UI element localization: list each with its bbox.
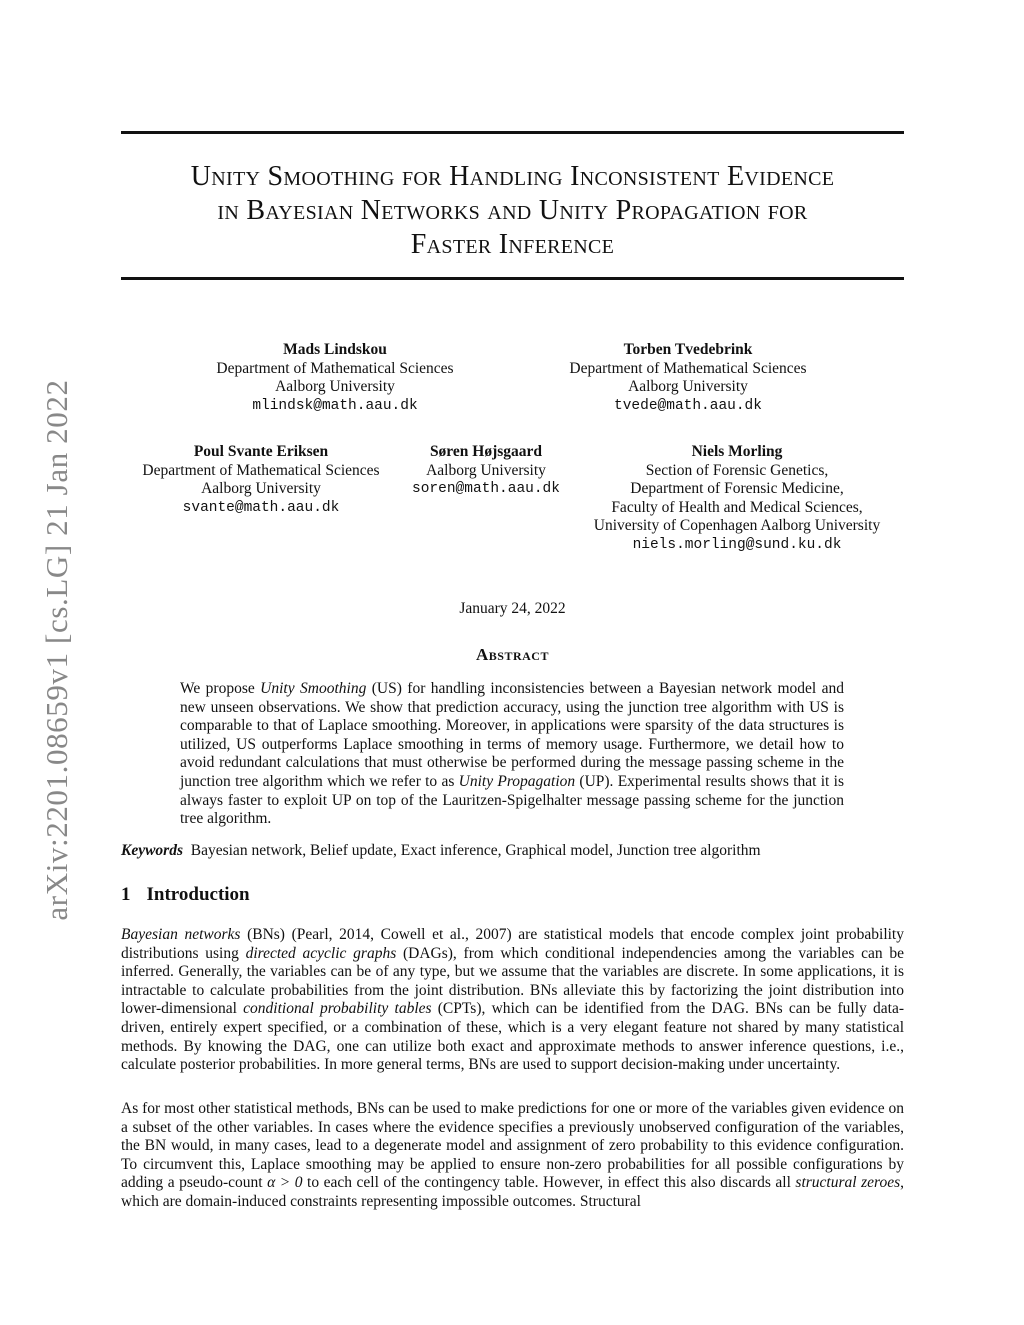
author-name: Søren Højsgaard — [429, 443, 543, 460]
author-affiliation: Aalborg University — [275, 378, 395, 395]
author-name: Niels Morling — [691, 443, 783, 460]
arxiv-side-stamp: arXiv:2201.08659v1 [cs.LG] 21 Jan 2022 — [39, 379, 74, 921]
author-affiliation: Aalborg University — [426, 461, 546, 479]
author-affiliation: Aalborg University — [201, 480, 321, 497]
author-affiliation: Faculty of Health and Medical Sciences, — [611, 498, 863, 516]
author-name: Torben Tvedebrink — [623, 341, 753, 358]
author-affiliation: Department of Mathematical Sciences — [142, 461, 380, 479]
text-run: (BNs) (Pearl, 2014, Cowell et al., 2007) are statistical models that encode complex joint probability distributions using — [121, 926, 904, 962]
author-email[interactable]: svante@math.aau.dk — [182, 499, 340, 516]
author-affiliation: University of Copenhagen Aalborg University — [593, 517, 881, 534]
author-email[interactable]: niels.morling@sund.ku.dk — [632, 536, 842, 553]
text-run: to each cell of the contingency table. However, in effect this also discards all — [302, 1174, 796, 1192]
abstract-body — [180, 680, 844, 829]
title-line: Faster Inference — [410, 229, 615, 260]
text-run: (UP). Experimental results shows that it is always faster to exploit UP on top of the Lauritzen-Spigelhalter message passing scheme for the junction tree algorithm. — [180, 772, 844, 828]
section-title: Introduction — [146, 884, 250, 905]
title-top-rule — [121, 131, 904, 134]
section-heading-introduction — [121, 884, 250, 906]
author-affiliation: Section of Forensic Genetics, — [645, 461, 829, 479]
author-affiliation: Department of Mathematical Sciences — [569, 359, 807, 377]
author-name: Mads Lindskou — [283, 341, 387, 358]
title-line: in Bayesian Networks and Unity Propagation for — [217, 195, 808, 226]
author-affiliation: Department of Forensic Medicine, — [630, 480, 844, 497]
emphasis-term: conditional probability tables — [243, 1000, 432, 1018]
emphasis-term: structural zeroes — [795, 1174, 901, 1192]
author-affiliation: Department of Mathematical Sciences — [216, 359, 454, 377]
keywords-line — [121, 842, 904, 860]
paper-title — [121, 160, 904, 262]
keywords-label: Keywords — [121, 842, 183, 859]
title-bottom-rule — [121, 277, 904, 280]
text-run: As for most other statistical methods, BNs can be used to make predictions for one or more of the variables given evidence on a subset of the other variables. In cases where the evidence specifies a previously unobserved configuration of the variables, the BN would, in many cases, lead to a degenerate model and assignment of zero probability to this evidence configuration. To circumvent this, Laplace smoothing may be applied to ensure non-zero probabilities for all possible configurations by adding a pseudo-count — [121, 1100, 904, 1192]
author-block-morling — [572, 443, 902, 554]
paragraph — [121, 1100, 904, 1212]
paragraph — [121, 926, 904, 1075]
text-run: , which are domain-induced constraints representing impossible outcomes. Structural — [121, 1174, 904, 1210]
author-email[interactable]: soren@math.aau.dk — [412, 481, 560, 497]
text-run: (DAGs), from which conditional independencies among the variables can be inferred. Generally, the variables can be of any type, but we assume that the variables are discrete. In some applications, it is intractable to calculate probabilities from the joint distribution. BNs alleviate this by factorizing the joint distribution into lower-dimensional — [121, 944, 904, 1018]
text-run: (US) for handling inconsistencies between a Bayesian network model and new unseen observations. We show that prediction accuracy, using the junction tree algorithm with US is comparable to that of Laplace smoothing. Moreover, in applications were sparsity of the data structures is utilized, US outperforms Laplace smoothing in terms of memory usage. Furthermore, we detail how to avoid redundant calculations that must otherwise be performed during the message passing scheme in the junction tree algorithm which we refer to as — [180, 680, 844, 790]
author-block-hojsgaard — [404, 443, 568, 499]
emphasis-term: directed acyclic graphs — [245, 944, 397, 962]
text-run: (CPTs), which can be identified from the DAG. BNs can be fully data-driven, entirely expert specified, or a combination of these, which is a very elegant feature not shared by many statistical methods. By knowing the DAG, one can utilize both exact and approximate methods to answer inference questions, i.e., calculate posterior probabilities. In more general terms, BNs are used to support decision-making under uncertainty. — [121, 1000, 904, 1074]
author-name: Poul Svante Eriksen — [193, 443, 329, 460]
author-affiliation: Aalborg University — [628, 378, 748, 395]
math-expression: α > 0 — [267, 1174, 303, 1192]
emphasis-term: Bayesian networks — [121, 926, 241, 943]
author-block-eriksen — [121, 443, 401, 517]
author-email[interactable]: mlindsk@math.aau.dk — [252, 397, 418, 414]
emphasis-term: Unity Propagation — [458, 772, 576, 790]
author-block-tvedebrink — [533, 341, 843, 415]
publication-date: January 24, 2022 — [459, 600, 566, 617]
abstract-heading: Abstract — [476, 645, 549, 664]
author-block-lindskou — [180, 341, 490, 415]
section-number: 1 — [121, 884, 131, 905]
title-line: Unity Smoothing for Handling Inconsistent Evidence — [190, 161, 835, 192]
text-run: We propose — [180, 680, 261, 697]
keywords-text: Bayesian network, Belief update, Exact inference, Graphical model, Junction tree algorithm — [190, 842, 761, 859]
author-email[interactable]: tvede@math.aau.dk — [614, 397, 762, 414]
emphasis-term: Unity Smoothing — [260, 680, 367, 697]
